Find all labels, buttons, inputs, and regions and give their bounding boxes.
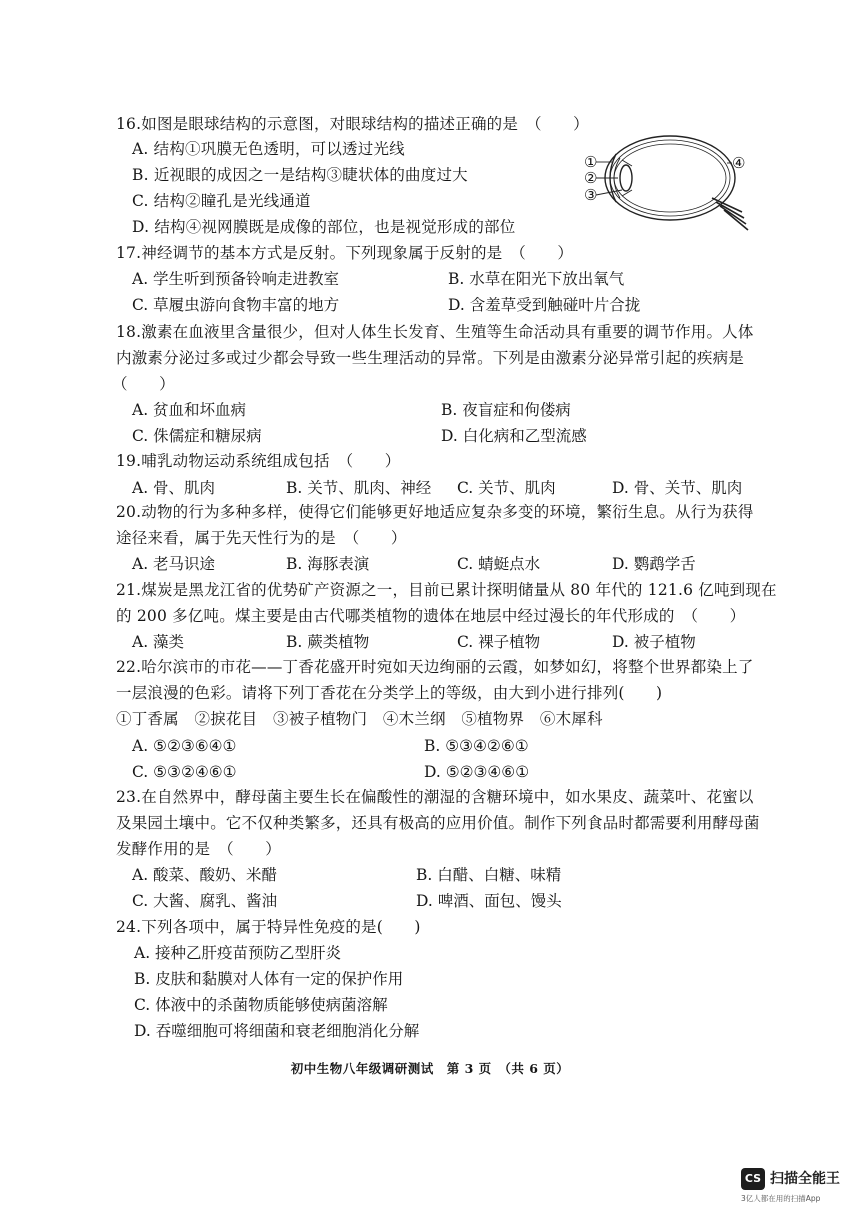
question-22-stem-line-1: 22.哈尔滨市的市花——丁香花盛开时宛如天边绚丽的云霞，如梦如幻，将整个世界都染上了 bbox=[116, 658, 754, 676]
question-20-stem-line-2: 途径来看，属于先天性行为的是 （ ） bbox=[116, 529, 407, 547]
question-17-option-b: B. 水草在阳光下放出氧气 bbox=[448, 270, 625, 288]
question-18-stem-line-3: （ ） bbox=[112, 375, 175, 393]
question-23-stem-line-2: 及果园土壤中。它不仅种类繁多，还具有极高的应用价值。制作下列食品时都需要利用酵母菌 bbox=[116, 814, 760, 832]
question-24-option-d: D. 吞噬细胞可将细菌和衰老细胞消化分解 bbox=[134, 1022, 420, 1040]
question-24-stem: 24.下列各项中，属于特异性免疫的是( ) bbox=[116, 918, 421, 936]
question-17-option-a: A. 学生听到预备铃响走进教室 bbox=[132, 270, 340, 288]
question-16-option-c: C. 结构②瞳孔是光线通道 bbox=[132, 192, 311, 210]
figure-label-2: ② bbox=[584, 169, 598, 187]
question-19-option-b: B. 关节、肌肉、神经 bbox=[286, 479, 432, 497]
question-22-stem-line-2: 一层浪漫的色彩。请将下列丁香花在分类学上的等级，由大到小进行排列( ) bbox=[116, 684, 663, 702]
eyeball-structure-figure bbox=[582, 126, 757, 236]
question-24-option-a: A. 接种乙肝疫苗预防乙型肝炎 bbox=[134, 944, 342, 962]
question-21-option-a: A. 藻类 bbox=[132, 633, 185, 651]
figure-label-1: ① bbox=[584, 153, 598, 171]
question-22-items: ①丁香属 ②捩花目 ③被子植物门 ④木兰纲 ⑤植物界 ⑥木犀科 bbox=[116, 710, 603, 728]
question-17-option-c: C. 草履虫游向食物丰富的地方 bbox=[132, 296, 340, 314]
question-16-option-d: D. 结构④视网膜既是成像的部位，也是视觉形成的部位 bbox=[132, 218, 516, 236]
question-21-option-c: C. 裸子植物 bbox=[457, 633, 541, 651]
camscanner-name: 扫描全能王 bbox=[770, 1171, 840, 1187]
question-23-option-d: D. 啤酒、面包、馒头 bbox=[416, 892, 562, 910]
question-24-option-b: B. 皮肤和黏膜对人体有一定的保护作用 bbox=[134, 970, 404, 988]
camscanner-tagline: 3亿人都在用的扫描App bbox=[741, 1194, 821, 1203]
question-19-stem: 19.哺乳动物运动系统组成包括 （ ） bbox=[116, 452, 401, 470]
question-20-option-c: C. 蜻蜓点水 bbox=[457, 555, 541, 573]
question-18-stem-line-1: 18.激素在血液里含量很少，但对人体生长发育、生殖等生命活动具有重要的调节作用。人体 bbox=[116, 323, 754, 341]
question-22-option-b: B. ⑤③④②⑥① bbox=[424, 737, 529, 755]
question-22-option-c: C. ⑤③②④⑥① bbox=[132, 763, 237, 781]
question-18-option-d: D. 白化病和乙型流感 bbox=[441, 427, 587, 445]
question-18-option-b: B. 夜盲症和佝偻病 bbox=[441, 401, 571, 419]
question-21-stem-line-2: 的 200 多亿吨。煤主要是由古代哪类植物的遗体在地层中经过漫长的年代形成的 （ ） bbox=[116, 607, 746, 625]
question-16-option-b: B. 近视眼的成因之一是结构③睫状体的曲度过大 bbox=[132, 166, 468, 184]
question-20-stem-line-1: 20.动物的行为多种多样，使得它们能够更好地适应复杂多变的环境，繁衍生息。从行为获得 bbox=[116, 503, 754, 521]
question-18-stem-line-2: 内激素分泌过多或过少都会导致一些生理活动的异常。下列是由激素分泌异常引起的疾病是 bbox=[116, 349, 745, 367]
question-16-stem: 16.如图是眼球结构的示意图，对眼球结构的描述正确的是 （ ） bbox=[116, 115, 589, 133]
question-16-option-a: A. 结构①巩膜无色透明，可以透过光线 bbox=[132, 140, 405, 158]
camscanner-logo-icon: CS bbox=[741, 1168, 765, 1190]
question-18-option-a: A. 贫血和坏血病 bbox=[132, 401, 247, 419]
figure-label-4: ④ bbox=[732, 154, 746, 172]
question-23-stem-line-3: 发酵作用的是 （ ） bbox=[116, 840, 281, 858]
question-20-option-a: A. 老马识途 bbox=[132, 555, 216, 573]
question-22-option-a: A. ⑤②③⑥④① bbox=[132, 737, 237, 755]
question-19-option-d: D. 骨、关节、肌肉 bbox=[612, 479, 743, 497]
figure-label-3: ③ bbox=[584, 186, 598, 204]
question-24-option-c: C. 体液中的杀菌物质能够使病菌溶解 bbox=[134, 996, 388, 1014]
question-21-stem-line-1: 21.煤炭是黑龙江省的优势矿产资源之一，目前已累计探明储量从 80 年代的 121.6 亿吨到现在 bbox=[116, 581, 777, 599]
question-23-stem-line-1: 23.在自然界中，酵母菌主要生长在偏酸性的潮湿的含糖环境中，如水果皮、蔬菜叶、花蜜以 bbox=[116, 788, 754, 806]
question-21-option-d: D. 被子植物 bbox=[612, 633, 696, 651]
question-17-stem: 17.神经调节的基本方式是反射。下列现象属于反射的是 （ ） bbox=[116, 244, 574, 262]
question-18-option-c: C. 侏儒症和糖尿病 bbox=[132, 427, 262, 445]
question-20-option-b: B. 海豚表演 bbox=[286, 555, 370, 573]
question-22-option-d: D. ⑤②③④⑥① bbox=[424, 763, 530, 781]
page-footer: 初中生物八年级调研测试 第 3 页 （共 6 页） bbox=[290, 1061, 570, 1076]
question-19-option-a: A. 骨、肌肉 bbox=[132, 479, 216, 497]
eyeball-diagram bbox=[582, 126, 757, 236]
question-19-option-c: C. 关节、肌肉 bbox=[457, 479, 556, 497]
question-23-option-a: A. 酸菜、酸奶、米醋 bbox=[132, 866, 278, 884]
question-21-option-b: B. 蕨类植物 bbox=[286, 633, 370, 651]
question-17-option-d: D. 含羞草受到触碰叶片合拢 bbox=[448, 296, 641, 314]
question-23-option-c: C. 大酱、腐乳、酱油 bbox=[132, 892, 278, 910]
question-23-option-b: B. 白醋、白糖、味精 bbox=[416, 866, 562, 884]
question-20-option-d: D. 鹦鹉学舌 bbox=[612, 555, 696, 573]
